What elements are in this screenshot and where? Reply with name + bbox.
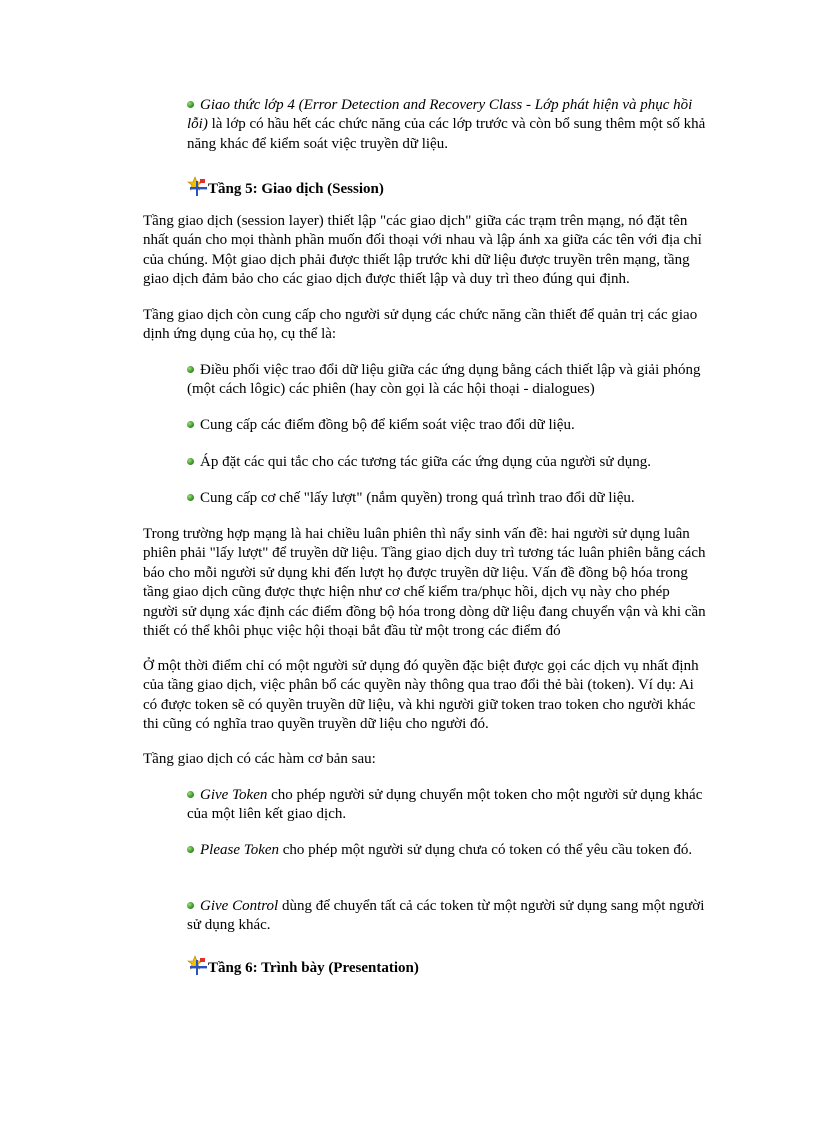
list-item [187,489,707,508]
section-5-heading [187,176,384,202]
function-desc: dùng để chuyển tất cả các token từ một người sử dụng sang một người sử dụng khác. [187,898,705,934]
list-item-text: Cung cấp cơ chế "lấy lượt" (nắm quyền) trong quá trình trao đổi dữ liệu. [200,490,635,506]
function-name: Give Token [200,787,268,803]
section-5-title: Tầng 5: Giao dịch (Session) [208,181,384,197]
green-ball-bullet-icon [187,458,194,465]
green-ball-bullet-icon [187,846,194,853]
list-item [187,897,707,936]
list-item [187,361,707,400]
list-item-text: Áp đặt các qui tắc cho các tương tác giữa các ứng dụng của người sử dụng. [200,454,651,470]
star-flag-icon [187,176,207,202]
protocol-class-4-desc: là lớp có hầu hết các chức năng của các lớp trước và còn bổ sung thêm một số khả năng khác để kiểm soát việc truyền dữ liệu. [187,116,706,152]
function-desc: cho phép người sử dụng chuyển một token cho một người sử dụng khác của một liên kết giao dịch. [187,787,703,823]
green-ball-bullet-icon [187,366,194,373]
function-name: Give Control [200,898,279,914]
green-ball-bullet-icon [187,791,194,798]
function-name: Please Token [200,842,280,858]
paragraph: Ở một thời điểm chỉ có một người sử dụng đó quyền đặc biệt được gọi các dịch vụ nhất định của tầng giao dịch, việc phân bổ các quyền này thông qua trao đổi thẻ bài (token). Ví dụ: Ai có được token sẽ có quyền truyền dữ liệu, và khi người giữ token trao token cho người khác thi cũng có nghĩa trao quyền truyền dữ liệu cho người đó. [143,658,699,733]
section-6-heading [187,955,419,981]
paragraph: Tầng giao dịch còn cung cấp cho người sử dụng các chức năng cần thiết để quản trị các giao dịnh ứng dụng của họ, cụ thể là: [143,307,698,343]
green-ball-bullet-icon [187,494,194,501]
list-item-text: Điều phối việc trao đổi dữ liệu giữa các ứng dụng bằng cách thiết lập và giải phóng (một cách lôgic) các phiên (hay còn gọi là các hội thoại - dialogues) [187,362,701,398]
section-6-title: Tầng 6: Trình bày (Presentation) [208,960,419,976]
star-flag-icon [187,955,207,981]
list-item [187,841,707,860]
green-ball-bullet-icon [187,902,194,909]
paragraph: Trong trường hợp mạng là hai chiều luân phiên thì nẩy sinh vấn đề: hai người sử dụng luân phiên phải "lấy lượt" để truyền dữ liệu. Tầng giao dịch duy trì tương tác luân phiên bằng cách báo cho mỗi người sử dụng khi đến lượt họ được truyền dữ liệu. Vấn đề đồng bộ hóa trong tầng giao dịch cũng được thực hiện như cơ chế kiểm tra/phục hồi, dịch vụ này cho phép người sử dụng xác định các điểm đồng bộ hóa trong dòng dữ liệu đang chuyển vận và khi cần thiết có thể khôi phục việc hội thoại bắt đầu từ một trong các điểm đó [143,526,706,640]
paragraph: Tầng giao dịch (session layer) thiết lập "các giao dịch" giữa các trạm trên mạng, nó đặt tên nhất quán cho mọi thành phần muốn đối thoại với nhau và lập ánh xa giữa các tên với địa chỉ của chúng. Một giao dịch phải được thiết lập trước khi dữ liệu được truyền trên mạng, tầng giao dịch đảm bảo cho các giao dịch được thiết lập và duy trì theo đúng qui định. [143,213,702,288]
function-desc: cho phép một người sử dụng chưa có token có thể yêu cầu token đó. [279,842,693,858]
green-ball-bullet-icon [187,421,194,428]
list-item [187,453,707,472]
paragraph: Tầng giao dịch có các hàm cơ bản sau: [143,751,376,767]
list-item [187,416,707,435]
list-item [187,786,707,825]
list-item [187,96,707,154]
green-ball-bullet-icon [187,101,194,108]
list-item-text: Cung cấp các điểm đồng bộ để kiểm soát việc trao đổi dữ liệu. [200,417,575,433]
protocol-class-4-name: Giao thức lớp 4 (Error Detection and Recovery Class - Lớp phát hiện và phục hồi lỗi) [187,97,693,133]
